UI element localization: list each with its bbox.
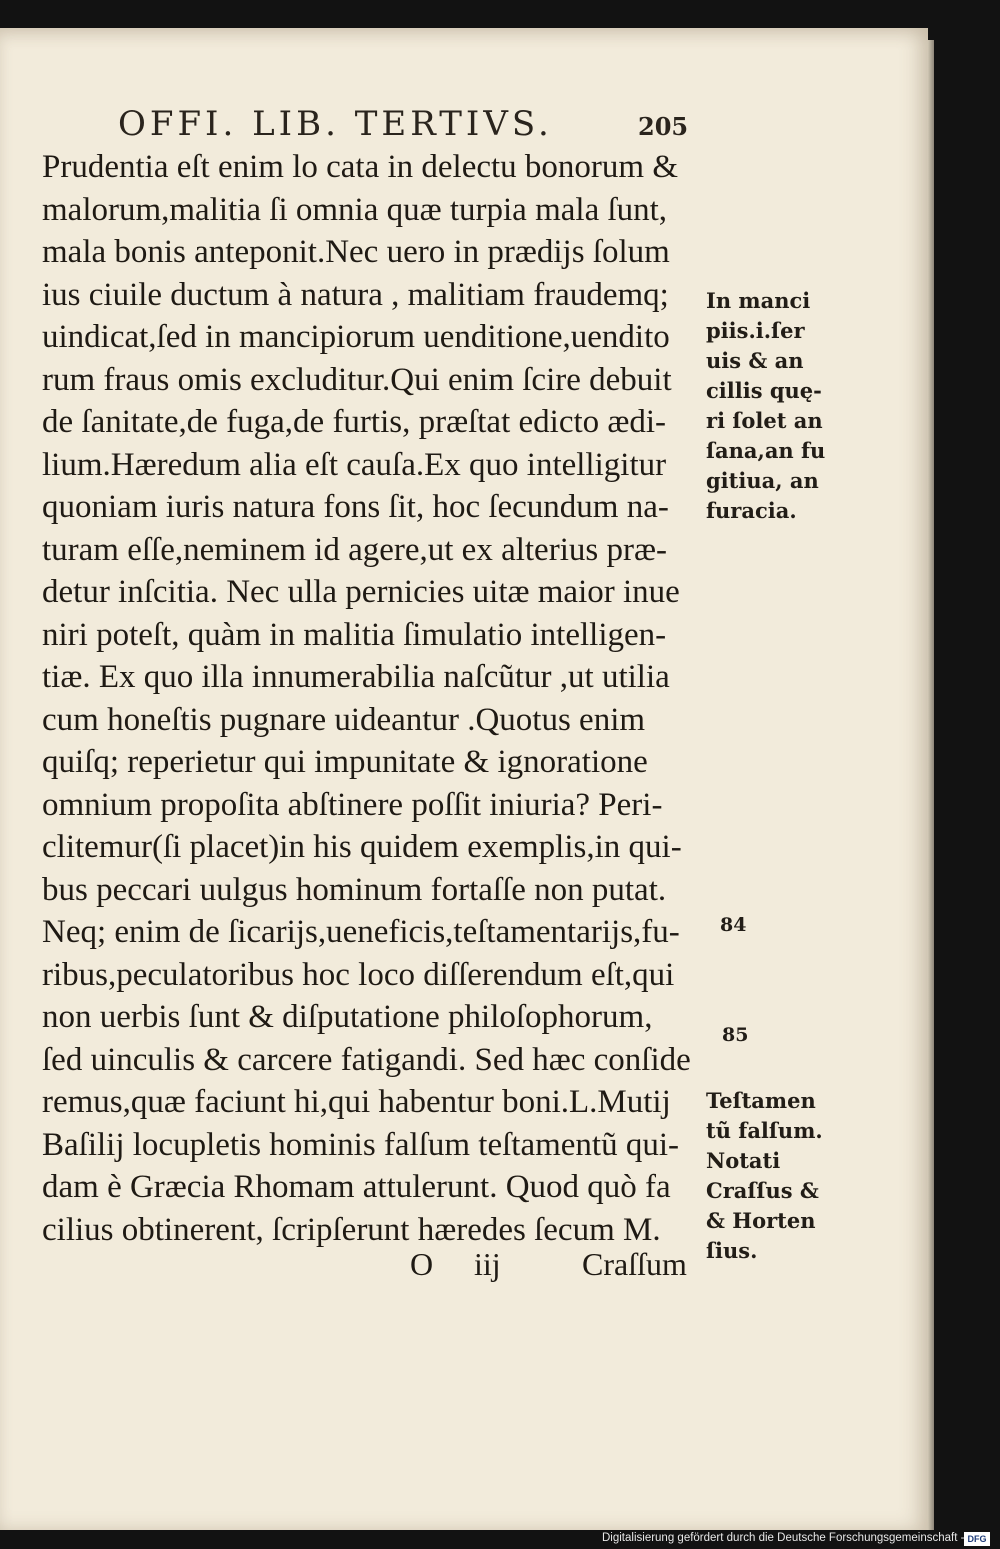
gloss-line: tũ falſum. — [706, 1118, 823, 1143]
gloss-line: Teſtamen — [706, 1088, 816, 1113]
text-line: turam eſſe,neminem id agere,ut ex alterius præ- — [42, 531, 667, 568]
digitization-credit: Digitalisierung gefördert durch die Deutsche Forschungsgemeinschaft - — [602, 1532, 965, 1544]
text-line: de ſanitate,de fuga,de furtis, præſtat edicto ædi- — [42, 404, 667, 440]
gloss-line: furacia. — [706, 498, 797, 523]
gloss-line: & Horten — [706, 1208, 816, 1233]
text-line: mala bonis anteponit.Nec uero in prædijs ſolum — [42, 234, 670, 270]
gloss-line: Notati — [706, 1148, 781, 1173]
text-line: uindicat,ſed in mancipiorum uenditione,uendito — [42, 319, 670, 355]
text-line: Prudentia eſt enim lo cata in delectu bonorum & — [42, 149, 678, 185]
text-line: rum fraus omis excluditur.Qui enim ſcire debuit — [42, 361, 672, 398]
text-line: malorum,malitia ſi omnia quæ turpia mala ſunt, — [42, 191, 668, 228]
gloss-line: uis & an — [706, 348, 804, 373]
text-line: Neq; enim de ſicarijs,ueneficis,teſtamentarijs,fu- — [42, 914, 680, 950]
margin-number: 85 — [722, 1024, 749, 1046]
gloss-line: cillis quę- — [706, 378, 822, 403]
marginal-gloss-testamentum — [706, 1086, 823, 1266]
text-line: ſed uinculis & carcere fatigandi. Sed hæc conſide — [42, 1041, 691, 1078]
gloss-line: ſana,an fu — [706, 438, 826, 463]
text-line: omnium propoſita abſtinere poſſit iniuria? Peri- — [42, 786, 663, 823]
text-line: quiſq; reperietur qui impunitate & ignoratione — [42, 744, 648, 780]
text-line: quoniam iuris natura fons ſit, hoc ſecundum na- — [42, 489, 669, 525]
gloss-line: gitiua, an — [706, 468, 819, 493]
gloss-line: Craſſus & — [706, 1178, 819, 1203]
text-line: ius ciuile ductum à natura , malitiam fraudemq; — [42, 276, 669, 313]
text-line: cum honeſtis pugnare uideantur .Quotus enim — [42, 701, 646, 738]
catchword: Craſſum — [582, 1246, 687, 1282]
text-line: remus,quæ faciunt hi,qui habentur boni.L.Mutij — [42, 1084, 671, 1120]
running-head: OFFI. LIB. TERTIVS. — [118, 104, 553, 144]
text-line: niri poteſt, quàm in malitia ſimulatio intelligen- — [42, 616, 667, 653]
marginal-gloss-mancipia — [706, 286, 825, 526]
gloss-line: In manci — [706, 288, 811, 313]
text-line: bus peccari uulgus hominum fortaſſe non putat. — [42, 871, 667, 908]
signature-number: iij — [474, 1246, 501, 1282]
text-line: lium.Hæredum alia eſt cauſa.Ex quo intelligitur — [42, 446, 667, 483]
text-line: clitemur(ſi placet)in his quidem exemplis,in qui- — [42, 829, 682, 865]
gloss-line: ſius. — [706, 1238, 758, 1263]
signature-mark: O — [410, 1246, 434, 1282]
gloss-line: ri ſolet an — [706, 408, 823, 433]
text-line: Baſilij locupletis hominis falſum teſtamentũ qui- — [42, 1126, 679, 1163]
gloss-line: piis.i.ſer — [706, 318, 805, 343]
text-line: cilius obtinerent, ſcripſerunt hæredes ſecum M. — [42, 1211, 661, 1248]
folio-number: 205 — [638, 112, 689, 141]
text-line: non uerbis ſunt & diſputatione philoſophorum, — [42, 999, 653, 1035]
margin-number: 84 — [720, 914, 747, 936]
text-line: tiæ. Ex quo illa innumerabilia naſcũtur ,ut utilia — [42, 659, 670, 695]
text-line: dam è Græcia Rhomam attulerunt. Quod quò fa — [42, 1169, 671, 1205]
main-text-block — [42, 146, 702, 1251]
text-line: ribus,peculatoribus hoc loco diſſerendum eſt,qui — [42, 956, 675, 993]
text-line: detur inſcitia. Nec ulla pernicies uitæ maior inue — [42, 574, 680, 610]
dfg-logo: DFG — [964, 1532, 990, 1546]
page-edge — [928, 40, 934, 1530]
